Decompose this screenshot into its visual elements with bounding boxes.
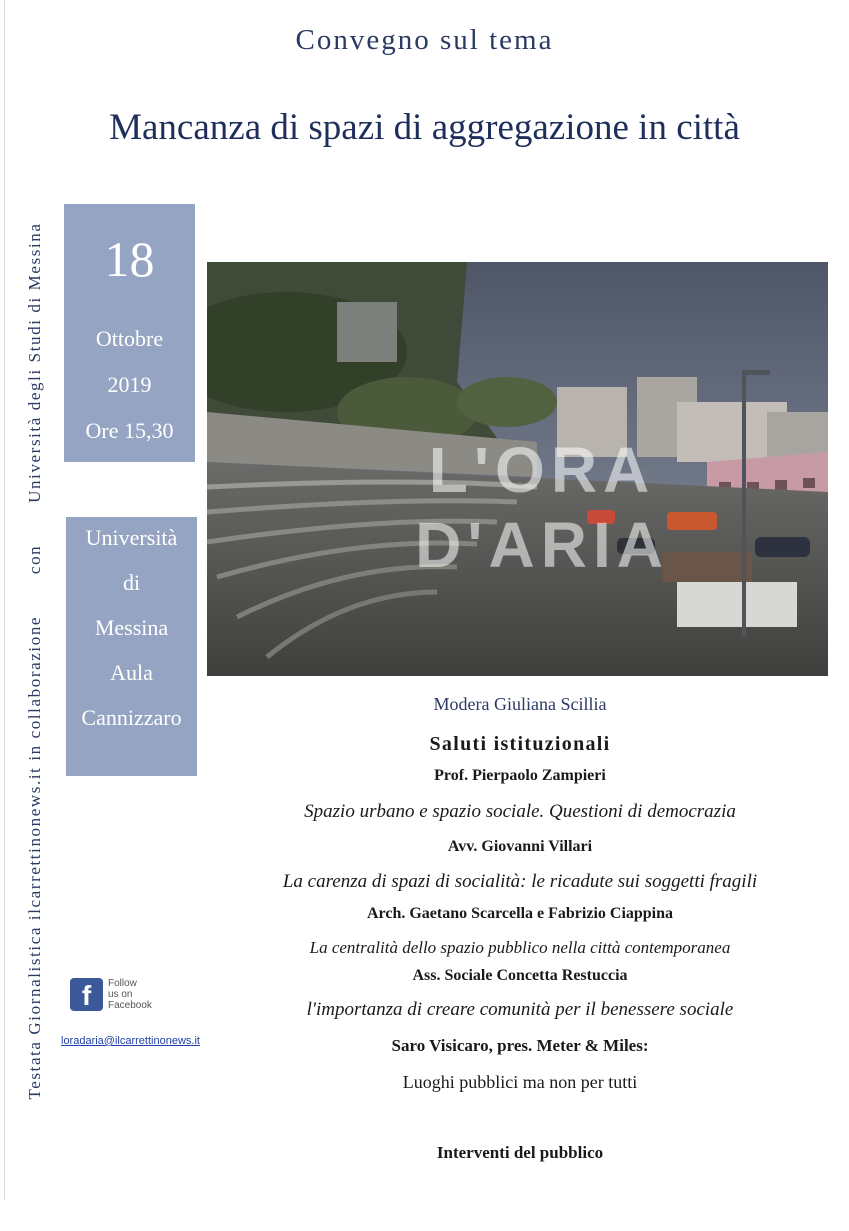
date-month: Ottobre — [95, 326, 164, 351]
date-day: 18 — [104, 231, 155, 287]
speaker-2: Avv. Giovanni Villari — [447, 838, 593, 855]
follow-line-3: Facebook — [108, 1000, 152, 1011]
event-kicker: Convegno sul tema — [295, 24, 554, 56]
organizer-university: Università degli Studi di Messina — [25, 222, 44, 503]
speaker-5: Saro Visicaro, pres. Meter & Miles: — [391, 1036, 649, 1055]
section-heading: Saluti istituzionali — [429, 733, 611, 755]
left-border-line — [4, 0, 5, 1200]
closing-line: Interventi del pubblico — [436, 1143, 604, 1162]
vertical-organizers-text — [15, 91, 55, 1231]
talk-1: Spazio urbano e spazio sociale. Questioni di democrazia — [304, 801, 736, 822]
talk-3: La centralità dello spazio pubblico nella città contemporanea — [309, 938, 731, 957]
talk-5: Luoghi pubblici ma non per tutti — [402, 1072, 638, 1092]
logo-text-top: L'ORA — [428, 434, 656, 506]
speaker-1: Prof. Pierpaolo Zampieri — [434, 767, 606, 784]
venue-line-4: Aula — [110, 660, 153, 685]
venue-line-5: Cannizzaro — [81, 705, 182, 730]
facebook-icon: f — [70, 978, 103, 1011]
follow-line-2: us on — [108, 989, 133, 1000]
event-title: Mancanza di spazi di aggregazione in città — [109, 107, 740, 148]
date-time: Ore 15,30 — [85, 418, 174, 443]
venue-line-1: Università — [85, 525, 178, 550]
photo-illustration — [207, 262, 828, 676]
facebook-follow-text — [108, 978, 188, 1011]
date-box — [64, 204, 195, 462]
logo-text-bottom: D'ARIA — [415, 509, 669, 581]
venue-line-2: di — [122, 570, 141, 595]
moderator: Modera Giuliana Scillia — [433, 694, 607, 714]
contact-email-link[interactable]: loradaria@ilcarrettinonews.it — [61, 1035, 200, 1047]
organizer-connector: con — [25, 544, 44, 575]
talk-4: l'importanza di creare comunità per il benessere sociale — [306, 999, 734, 1020]
organizer-publication: Testata Giornalistica ilcarrettinonews.it in collaborazione — [25, 615, 44, 1100]
amphitheater-photo — [207, 262, 828, 676]
venue-line-3: Messina — [94, 615, 169, 640]
venue-box — [66, 517, 197, 776]
follow-line-1: Follow — [108, 978, 137, 989]
speaker-4: Ass. Sociale Concetta Restuccia — [412, 967, 628, 984]
talk-2: La carenza di spazi di socialità: le ricadute sui soggetti fragili — [282, 871, 758, 892]
facebook-follow[interactable] — [70, 978, 190, 1014]
speaker-3: Arch. Gaetano Scarcella e Fabrizio Ciappina — [366, 905, 674, 922]
date-year: 2019 — [107, 372, 152, 397]
